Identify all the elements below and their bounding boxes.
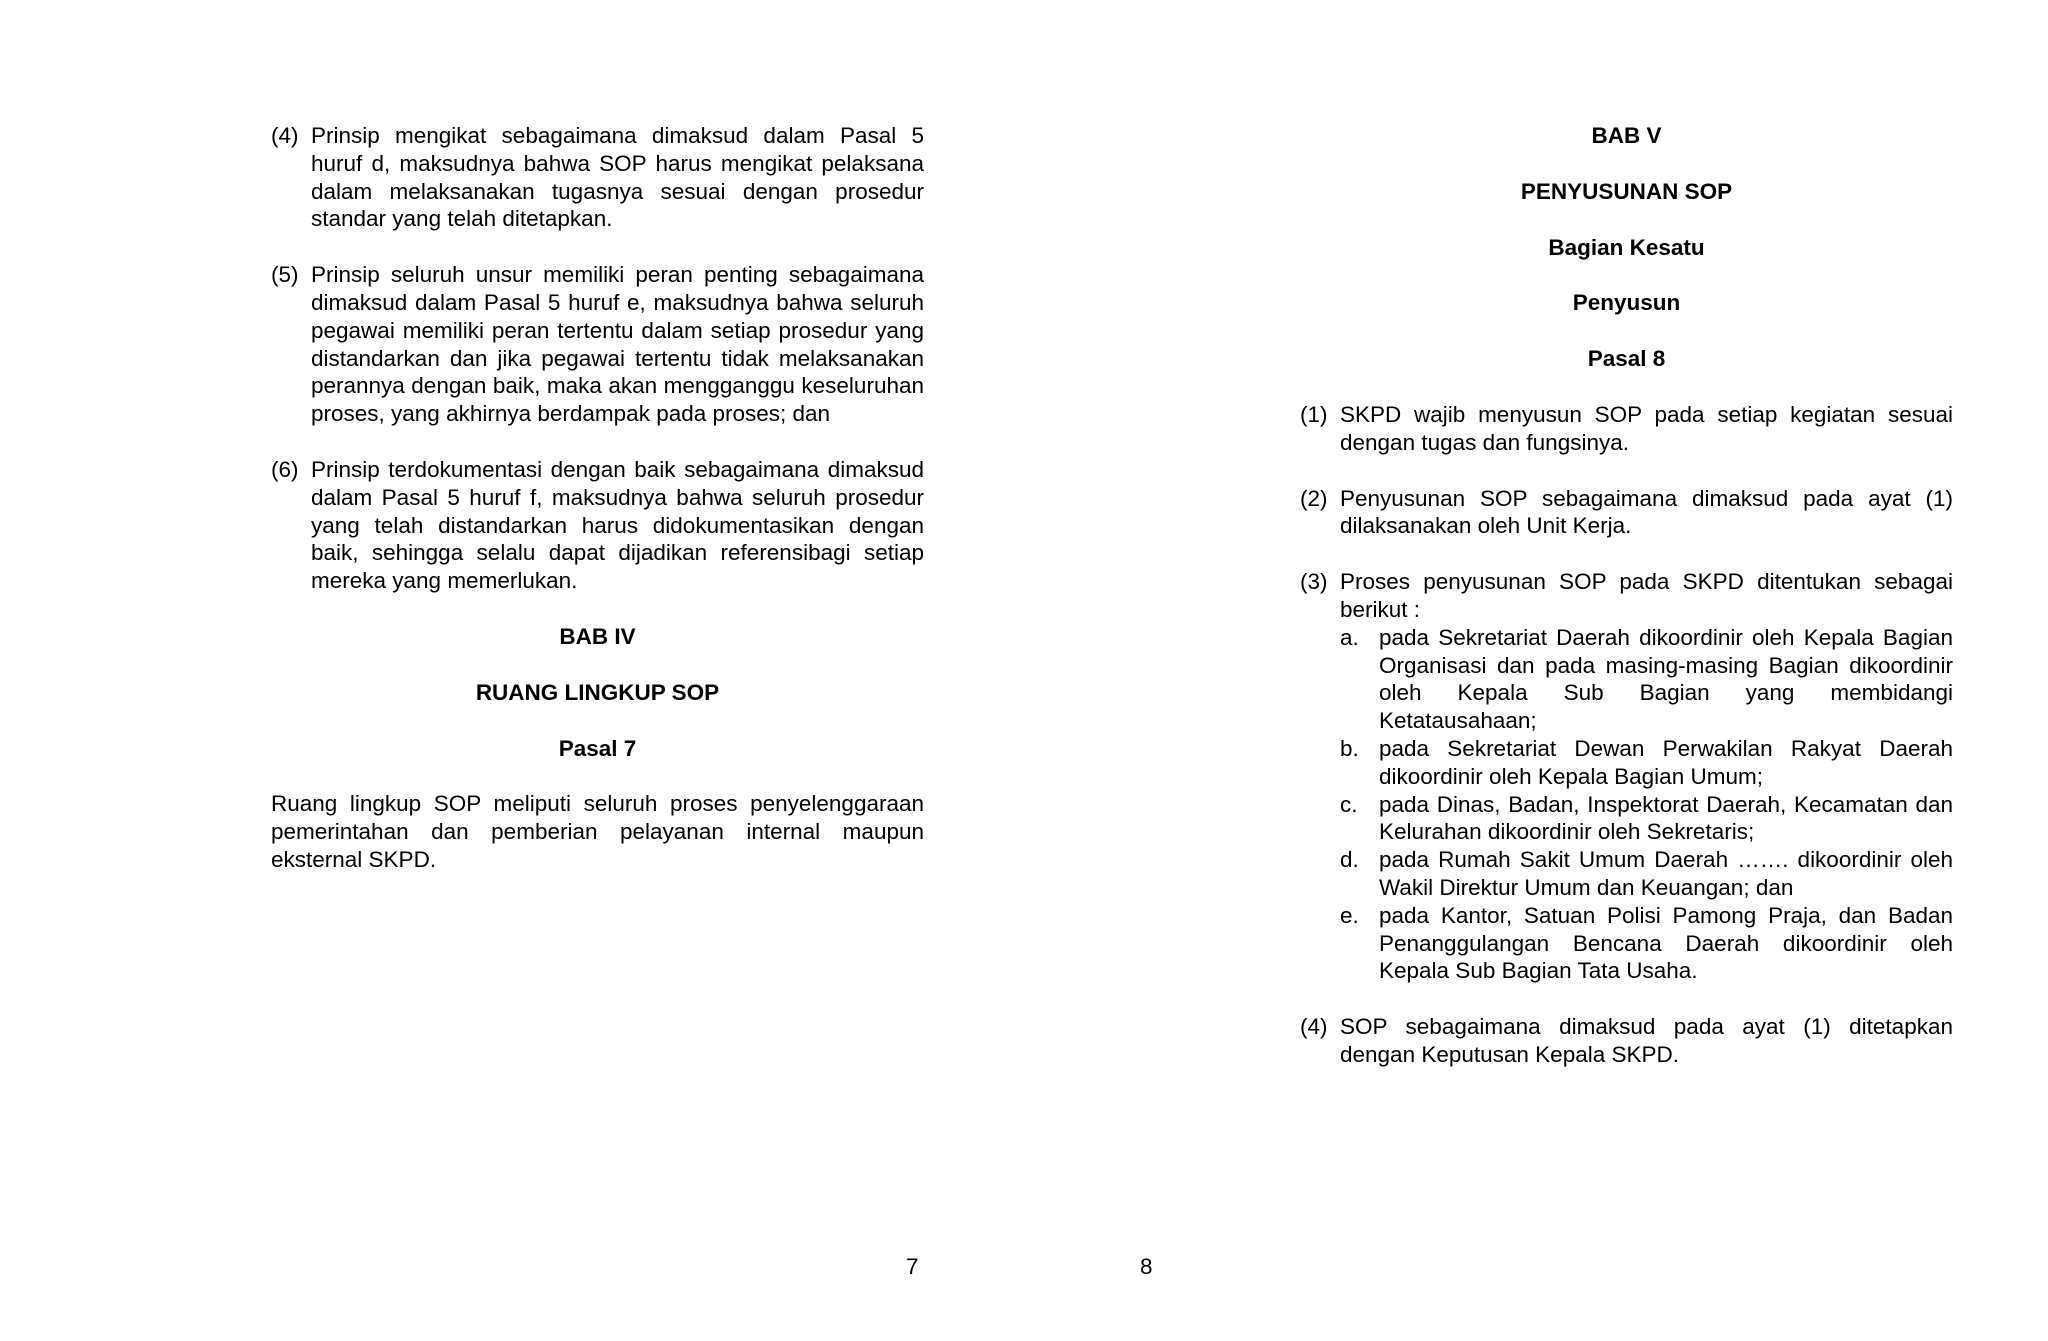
left-page-content	[271, 122, 924, 874]
sub-clause-text: pada Rumah Sakit Umum Daerah ……. dikoordinir oleh Wakil Direktur Umum dan Keuangan; dan	[1379, 847, 1953, 900]
article-heading: Pasal 7	[558, 735, 637, 761]
clause-text: SOP sebagaimana dimaksud pada ayat (1) ditetapkan dengan Keputusan Kepala SKPD.	[1340, 1014, 1953, 1067]
part-heading: Bagian Kesatu	[1548, 234, 1705, 260]
chapter-heading: BAB IV	[559, 623, 636, 649]
clause-number: (2)	[1300, 485, 1328, 511]
clause-number: (6)	[271, 456, 299, 482]
sub-clause-list	[1340, 624, 1953, 985]
sub-clause-text: pada Kantor, Satuan Polisi Pamong Praja, dan Badan Penanggulangan Bencana Daerah dikoordinir oleh Kepala Sub Bagian Tata Usaha.	[1379, 902, 1953, 984]
sub-clause-letter: c.	[1340, 791, 1358, 817]
sub-clause-item	[1340, 735, 1953, 791]
clause-text: Prinsip seluruh unsur memiliki peran penting sebagaimana dimaksud dalam Pasal 5 huruf e, maksudnya bahwa seluruh pegawai memiliki peran tertentu dalam setiap prosedur yang distandarkan dan jika pegawai tertentu tidak melaksanakan perannya dengan baik, maka akan mengganggu keseluruhan proses, yang akhirnya berdampak pada proses; dan	[311, 262, 924, 427]
clause-item	[1300, 401, 1953, 457]
sub-clause-text: pada Sekretariat Daerah dikoordinir oleh Kepala Bagian Organisasi dan pada masing-masing Bagian dikoordinir oleh Kepala Sub Bagian yang membidangi Ketatausahaan;	[1379, 624, 1953, 734]
sub-clause-letter: a.	[1340, 624, 1359, 650]
part-title: Penyusun	[1572, 290, 1681, 316]
clause-number: (4)	[271, 123, 299, 148]
page-number: 7	[906, 1254, 919, 1279]
clause-text: Prinsip terdokumentasi dengan baik sebagaimana dimaksud dalam Pasal 5 huruf f, maksudnya bahwa seluruh prosedur yang telah distandarkan harus didokumentasikan dengan baik, sehingga selalu dapat dijadikan referensibagi setiap mereka yang memerlukan.	[311, 456, 924, 594]
clause-item	[271, 456, 924, 595]
clause-number: (4)	[1300, 1014, 1328, 1040]
sub-clause-letter: b.	[1340, 735, 1359, 761]
chapter-title: RUANG LINGKUP SOP	[475, 679, 720, 705]
clause-item	[271, 122, 924, 233]
clause-item	[271, 261, 924, 428]
chapter-title: PENYUSUNAN SOP	[1520, 178, 1733, 204]
chapter-heading: BAB V	[1591, 123, 1662, 148]
right-page	[1024, 0, 2048, 1341]
sub-clause-item	[1340, 624, 1953, 735]
clause-number: (5)	[271, 262, 299, 288]
clause-text: Prinsip mengikat sebagaimana dimaksud dalam Pasal 5 huruf d, maksudnya bahwa SOP harus mengikat pelaksana dalam melaksanakan tugasnya sesuai dengan prosedur standar yang telah ditetapkan.	[311, 123, 924, 232]
clause-text: Proses penyusunan SOP pada SKPD ditentukan sebagai berikut :	[1340, 569, 1953, 622]
right-page-content	[1300, 122, 1953, 1097]
sub-clause-item	[1340, 791, 1953, 847]
article-heading: Pasal 8	[1587, 346, 1666, 372]
clause-item	[1300, 1013, 1953, 1069]
clause-text: Penyusunan SOP sebagaimana dimaksud pada ayat (1) dilaksanakan oleh Unit Kerja.	[1340, 485, 1953, 539]
sub-clause-item	[1340, 902, 1953, 985]
clause-item	[1300, 485, 1953, 541]
clause-item	[1300, 568, 1953, 985]
sub-clause-text: pada Dinas, Badan, Inspektorat Daerah, Kecamatan dan Kelurahan dikoordinir oleh Sekretaris;	[1379, 791, 1953, 845]
clause-number: (1)	[1300, 401, 1328, 427]
sub-clause-text: pada Sekretariat Dewan Perwakilan Rakyat Daerah dikoordinir oleh Kepala Bagian Umum;	[1379, 735, 1953, 789]
sub-clause-item	[1340, 846, 1953, 902]
article-paragraph: Ruang lingkup SOP meliputi seluruh proses penyelenggaraan pemerintahan dan pemberian pelayanan internal maupun eksternal SKPD.	[271, 791, 924, 872]
page-number: 8	[1140, 1254, 1153, 1279]
sub-clause-letter: e.	[1340, 902, 1359, 928]
clause-text: SKPD wajib menyusun SOP pada setiap kegiatan sesuai dengan tugas dan fungsinya.	[1340, 401, 1953, 455]
sub-clause-letter: d.	[1340, 847, 1359, 873]
clause-number: (3)	[1300, 569, 1328, 595]
